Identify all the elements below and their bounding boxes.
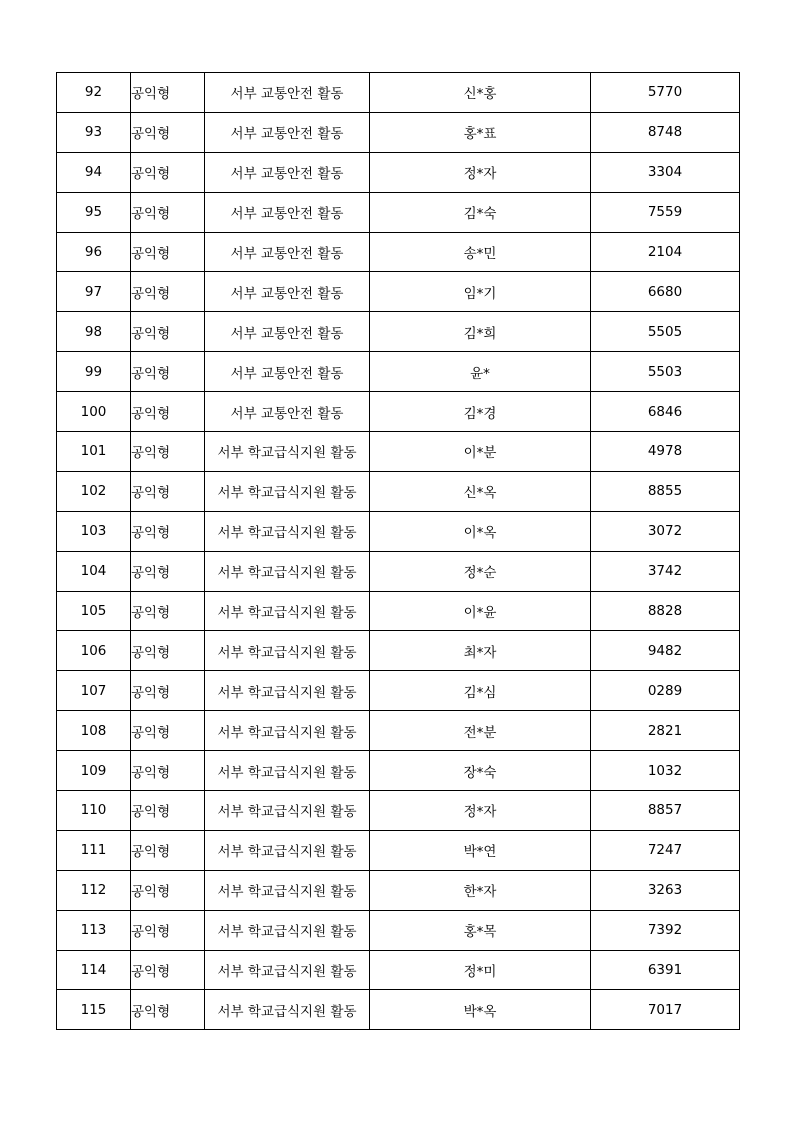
job-type-cell: 공익형 <box>131 392 205 432</box>
id-code-cell: 8828 <box>591 591 740 631</box>
id-code-cell: 0289 <box>591 671 740 711</box>
row-number-cell: 105 <box>57 591 131 631</box>
job-type-cell: 공익형 <box>131 152 205 192</box>
activity-cell: 서부 교통안전 활동 <box>205 152 370 192</box>
row-number-cell: 108 <box>57 711 131 751</box>
participant-name-cell: 박*연 <box>370 830 591 870</box>
participant-name-cell: 김*심 <box>370 671 591 711</box>
participant-name-cell: 김*경 <box>370 392 591 432</box>
job-type-cell: 공익형 <box>131 990 205 1030</box>
id-code-cell: 1032 <box>591 751 740 791</box>
job-type-cell: 공익형 <box>131 631 205 671</box>
participant-name-cell: 홍*표 <box>370 112 591 152</box>
activity-cell: 서부 교통안전 활동 <box>205 192 370 232</box>
job-type-cell: 공익형 <box>131 791 205 831</box>
table-row <box>57 791 740 831</box>
row-number-cell: 109 <box>57 751 131 791</box>
job-type-cell: 공익형 <box>131 671 205 711</box>
job-type-cell: 공익형 <box>131 312 205 352</box>
id-code-cell: 8857 <box>591 791 740 831</box>
id-code-cell: 6391 <box>591 950 740 990</box>
id-code-cell: 7392 <box>591 910 740 950</box>
participant-name-cell: 윤* <box>370 352 591 392</box>
activity-cell: 서부 학교급식지원 활동 <box>205 870 370 910</box>
id-code-cell: 8855 <box>591 471 740 511</box>
activity-cell: 서부 학교급식지원 활동 <box>205 511 370 551</box>
activity-cell: 서부 학교급식지원 활동 <box>205 791 370 831</box>
row-number-cell: 113 <box>57 910 131 950</box>
participant-name-cell: 신*옥 <box>370 471 591 511</box>
participant-name-cell: 한*자 <box>370 870 591 910</box>
job-type-cell: 공익형 <box>131 591 205 631</box>
participant-name-cell: 송*민 <box>370 232 591 272</box>
job-type-cell: 공익형 <box>131 272 205 312</box>
participant-name-cell: 김*숙 <box>370 192 591 232</box>
activity-cell: 서부 학교급식지원 활동 <box>205 471 370 511</box>
id-code-cell: 5770 <box>591 73 740 113</box>
table-row <box>57 751 740 791</box>
table-row <box>57 990 740 1030</box>
table-row <box>57 352 740 392</box>
table-row <box>57 152 740 192</box>
row-number-cell: 106 <box>57 631 131 671</box>
table-row <box>57 671 740 711</box>
activity-cell: 서부 학교급식지원 활동 <box>205 830 370 870</box>
job-type-cell: 공익형 <box>131 950 205 990</box>
row-number-cell: 100 <box>57 392 131 432</box>
activity-cell: 서부 학교급식지원 활동 <box>205 751 370 791</box>
row-number-cell: 98 <box>57 312 131 352</box>
row-number-cell: 107 <box>57 671 131 711</box>
job-type-cell: 공익형 <box>131 711 205 751</box>
participant-name-cell: 이*윤 <box>370 591 591 631</box>
row-number-cell: 103 <box>57 511 131 551</box>
job-type-cell: 공익형 <box>131 112 205 152</box>
table-row <box>57 73 740 113</box>
id-code-cell: 4978 <box>591 432 740 472</box>
row-number-cell: 111 <box>57 830 131 870</box>
activity-cell: 서부 교통안전 활동 <box>205 73 370 113</box>
participant-table-body <box>57 73 740 1030</box>
row-number-cell: 110 <box>57 791 131 831</box>
row-number-cell: 114 <box>57 950 131 990</box>
id-code-cell: 3742 <box>591 551 740 591</box>
row-number-cell: 102 <box>57 471 131 511</box>
participant-name-cell: 정*순 <box>370 551 591 591</box>
job-type-cell: 공익형 <box>131 751 205 791</box>
activity-cell: 서부 교통안전 활동 <box>205 352 370 392</box>
id-code-cell: 5505 <box>591 312 740 352</box>
job-type-cell: 공익형 <box>131 471 205 511</box>
participant-name-cell: 신*홍 <box>370 73 591 113</box>
job-type-cell: 공익형 <box>131 352 205 392</box>
row-number-cell: 94 <box>57 152 131 192</box>
activity-cell: 서부 교통안전 활동 <box>205 272 370 312</box>
row-number-cell: 104 <box>57 551 131 591</box>
id-code-cell: 3263 <box>591 870 740 910</box>
activity-cell: 서부 학교급식지원 활동 <box>205 631 370 671</box>
id-code-cell: 2821 <box>591 711 740 751</box>
activity-cell: 서부 교통안전 활동 <box>205 392 370 432</box>
job-type-cell: 공익형 <box>131 73 205 113</box>
table-row <box>57 830 740 870</box>
table-row <box>57 511 740 551</box>
table-row <box>57 910 740 950</box>
job-type-cell: 공익형 <box>131 910 205 950</box>
activity-cell: 서부 교통안전 활동 <box>205 312 370 352</box>
id-code-cell: 6680 <box>591 272 740 312</box>
id-code-cell: 3304 <box>591 152 740 192</box>
table-row <box>57 232 740 272</box>
activity-cell: 서부 교통안전 활동 <box>205 112 370 152</box>
id-code-cell: 7559 <box>591 192 740 232</box>
activity-cell: 서부 학교급식지원 활동 <box>205 910 370 950</box>
participant-name-cell: 박*옥 <box>370 990 591 1030</box>
table-row <box>57 272 740 312</box>
activity-cell: 서부 학교급식지원 활동 <box>205 950 370 990</box>
table-row <box>57 312 740 352</box>
row-number-cell: 95 <box>57 192 131 232</box>
participant-name-cell: 장*숙 <box>370 751 591 791</box>
participant-name-cell: 최*자 <box>370 631 591 671</box>
participant-name-cell: 임*기 <box>370 272 591 312</box>
activity-cell: 서부 학교급식지원 활동 <box>205 432 370 472</box>
job-type-cell: 공익형 <box>131 830 205 870</box>
row-number-cell: 101 <box>57 432 131 472</box>
table-row <box>57 870 740 910</box>
job-type-cell: 공익형 <box>131 511 205 551</box>
table-row <box>57 471 740 511</box>
participant-name-cell: 이*분 <box>370 432 591 472</box>
id-code-cell: 2104 <box>591 232 740 272</box>
table-row <box>57 392 740 432</box>
participant-name-cell: 정*미 <box>370 950 591 990</box>
row-number-cell: 92 <box>57 73 131 113</box>
row-number-cell: 99 <box>57 352 131 392</box>
participant-name-cell: 정*자 <box>370 152 591 192</box>
activity-cell: 서부 학교급식지원 활동 <box>205 711 370 751</box>
table-row <box>57 551 740 591</box>
job-type-cell: 공익형 <box>131 192 205 232</box>
participant-name-cell: 김*희 <box>370 312 591 352</box>
id-code-cell: 7017 <box>591 990 740 1030</box>
job-type-cell: 공익형 <box>131 232 205 272</box>
job-type-cell: 공익형 <box>131 870 205 910</box>
participant-table <box>56 72 740 1030</box>
job-type-cell: 공익형 <box>131 432 205 472</box>
table-row <box>57 432 740 472</box>
activity-cell: 서부 학교급식지원 활동 <box>205 551 370 591</box>
table-row <box>57 950 740 990</box>
table-row <box>57 711 740 751</box>
row-number-cell: 97 <box>57 272 131 312</box>
table-row <box>57 192 740 232</box>
activity-cell: 서부 학교급식지원 활동 <box>205 990 370 1030</box>
table-row <box>57 591 740 631</box>
activity-cell: 서부 학교급식지원 활동 <box>205 671 370 711</box>
participant-name-cell: 정*자 <box>370 791 591 831</box>
id-code-cell: 6846 <box>591 392 740 432</box>
id-code-cell: 9482 <box>591 631 740 671</box>
row-number-cell: 112 <box>57 870 131 910</box>
row-number-cell: 96 <box>57 232 131 272</box>
row-number-cell: 93 <box>57 112 131 152</box>
participant-name-cell: 이*옥 <box>370 511 591 551</box>
participant-name-cell: 홍*목 <box>370 910 591 950</box>
row-number-cell: 115 <box>57 990 131 1030</box>
id-code-cell: 8748 <box>591 112 740 152</box>
job-type-cell: 공익형 <box>131 551 205 591</box>
id-code-cell: 5503 <box>591 352 740 392</box>
id-code-cell: 7247 <box>591 830 740 870</box>
participant-name-cell: 전*분 <box>370 711 591 751</box>
table-row <box>57 631 740 671</box>
table-row <box>57 112 740 152</box>
activity-cell: 서부 교통안전 활동 <box>205 232 370 272</box>
activity-cell: 서부 학교급식지원 활동 <box>205 591 370 631</box>
id-code-cell: 3072 <box>591 511 740 551</box>
